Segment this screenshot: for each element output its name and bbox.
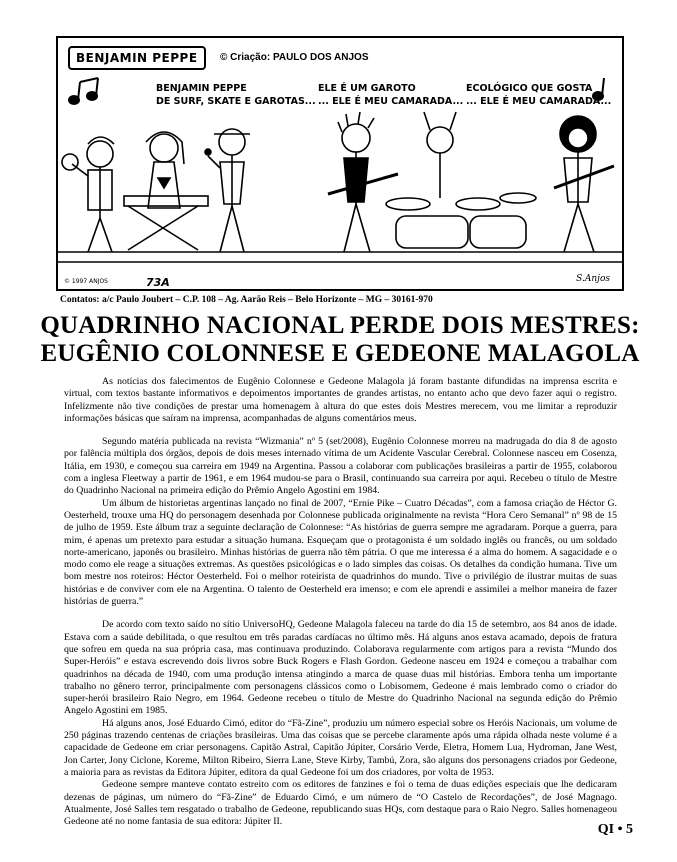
paragraph: De acordo com texto saído no sítio UniversoHQ, Gedeone Malagola faleceu na tarde do dia 15 de setembro, aos 84 anos de idade. Estava com a saúde debilitada, o que resultou em três paradas cardíacas no último mês. Há alguns anos estava acamado, depois de fratura que sofreu em queda na sua própria casa, mas continuava produzindo. Colaborava regularmente com artigos para a revista “Mundo dos Super-Heróis” e estava escrevendo dois livros sobre Buck Rogers e Flash Gordon. Gedeone nasceu em 1924 e começou a trabalhar com quadrinhos na década de 1940, com uma produção intensa atingindo a marca de quase duas mil histórias. Embora tenha um importante trabalho no gênero terror, principalmente com personagens clássicos como o Lobisomem, Gedeone é mais lembrado como o criador do super-herói brasileiro Raio Negro, em 1964. Gedeone recebeu o título de Mestre do Quadrinho Nacional na segunda edição do Prêmio Angelo Agostini em 1985. xyxy=(64,619,617,717)
lyric-bubble-3: ECOLÓGICO QUE GOSTA ... ELE É MEU CAMARADA... xyxy=(466,83,612,107)
strip-copyright: © 1997 ANJOS xyxy=(64,278,108,285)
character-keyboard xyxy=(124,132,208,250)
comic-strip xyxy=(56,36,624,291)
character-singer xyxy=(205,129,250,252)
character-tambourine xyxy=(62,137,114,252)
comic-strip-art xyxy=(58,38,622,289)
contact-line: Contatos: a/c Paulo Joubert – C.P. 108 – Ag. Aarão Reis – Belo Horizonte – MG – 30161-970 xyxy=(60,295,433,305)
paragraph: Segundo matéria publicada na revista “Wizmania” nº 5 (set/2008), Eugênio Colonnese morreu na madrugada do dia 8 de agosto por falência múltipla dos órgãos, depois de dois meses internado vítima de um Acidente Vascular Cerebral. Colonnese nasceu em Cosenza, Itália, em 1930, e começou sua carreira em 1949 na Argentina. Passou a colaborar com publicações brasileiras a partir de 1955, colaborou com a inglesa Fleetway a partir de 1961, e em 1964 mudou-se para o Brasil, continuando sua carreira por aqui. Recebeu o título de Mestre do Quadrinho Nacional na primeira edição do Prêmio Angelo Agostini em 1984. xyxy=(64,436,617,497)
drum-kit xyxy=(386,112,536,248)
paragraph: Gedeone sempre manteve contato estreito com os editores de fanzines e foi o tema de duas edições especiais que lhe dedicaram dezenas de páginas, um número do “Fã-Zine” de Eduardo Cimó, e um número de “O Castelo de Recordações”, de José Magnago. Atualmente, José Salles tem resgatado o trabalho de Gedeone, republicando suas HQs, com destaque para o Raio Negro. Salles homenageou Gedeone até no nome fantasia de sua editora: Júpiter II. xyxy=(64,779,617,828)
paragraph: Um álbum de historietas argentinas lançado no final de 2007, “Ernie Pike – Cuatro Décadas”, com a famosa criação de Héctor G. Oesterheld, trouxe uma HQ do personagem desenhada por Colonnese publicada originalmente na revista “Hora Cero Semanal” nº 98 de 15 de julho de 1959. Este álbum traz a seguinte declaração de Colonnese: “As histórias de guerra sempre me agradaram. Porque a guerra, para mim, é apenas um pretexto para estudar a situação humana. Esqueçam que o protagonista é um soldado inglês ou francês, ou um soldado norte-americano, japonês ou brasileiro. Minhas histórias de guerra não têm pátria. O que me interessa é a alma do homem. A sagacidade e o modo como ele reage a situações extremas. As questões psicológicas e o lado simples das coisas. Os detalhes da condição humana. Tive um bom mestre nos roteiros: Héctor Oesterheld. Foi o melhor roteirista de quadrinhos do mundo. Tive o privilégio de ilustrar muitas de suas histórias e de conviver com ele na Argentina. O talento de Oesterheld era imenso; e com ele aprendi e assimilei a melhor maneira de fazer histórias de guerra.” xyxy=(64,497,617,608)
character-guitarist xyxy=(328,112,398,252)
lyric-bubble-2: ELE É UM GAROTO ... ELE É MEU CAMARADA... xyxy=(318,83,464,107)
article-body xyxy=(64,376,617,828)
strip-credit: © Criação: PAULO DOS ANJOS xyxy=(220,52,369,63)
lyric-bubble-1: BENJAMIN PEPPE DE SURF, SKATE E GAROTAS... xyxy=(156,83,316,107)
strip-number: 73A xyxy=(146,276,170,289)
artist-signature: S.Anjos xyxy=(576,274,610,284)
paragraph: As notícias dos falecimentos de Eugênio Colonnese e Gedeone Malagola já foram bastante difundidas na imprensa escrita e virtual, com textos bastante informativos e depoimentos importantes de grandes artistas, no entanto acho que devo fazer aqui o registro. Infelizmente não tive condições de prestar uma homenagem à altura do que estes dois Mestres merecem, vou me limitar a reproduzir informações básicas que saíram na imprensa, acompanhadas de alguns comentários meus. xyxy=(64,376,617,424)
character-bassist xyxy=(554,116,614,252)
page-number: QI • 5 xyxy=(597,822,633,837)
paragraph: Há alguns anos, José Eduardo Cimó, editor do “Fã-Zine”, produziu um número especial sobre os Heróis Nacionais, um volume de 250 páginas trazendo centenas de criações brasileiras. Uma das coisas que se percebe claramente após uma rápida olhada neste volume é a capacidade de Gedeone em criar personagens. Capitão Astral, Capitão Júpiter, Corsário Verde, Eletra, Homem Lua, Hydroman, Jane West, Jon Carter, Jony Ciclone, Koreme, Milton Ribeiro, Sierra Lane, Steve Kirby, Tambú, Zora, são alguns dos personagens criados por Gedeone, a maioria para as revistas da Editora Júpiter, editora da qual Gedeone foi um dos criadores, por volta de 1953. xyxy=(64,717,617,778)
article-headline: QUADRINHO NACIONAL PERDE DOIS MESTRES: EUGÊNIO COLONNESE E GEDEONE MALAGOLA xyxy=(40,312,640,367)
strip-logo: BENJAMIN PEPPE xyxy=(68,46,206,70)
